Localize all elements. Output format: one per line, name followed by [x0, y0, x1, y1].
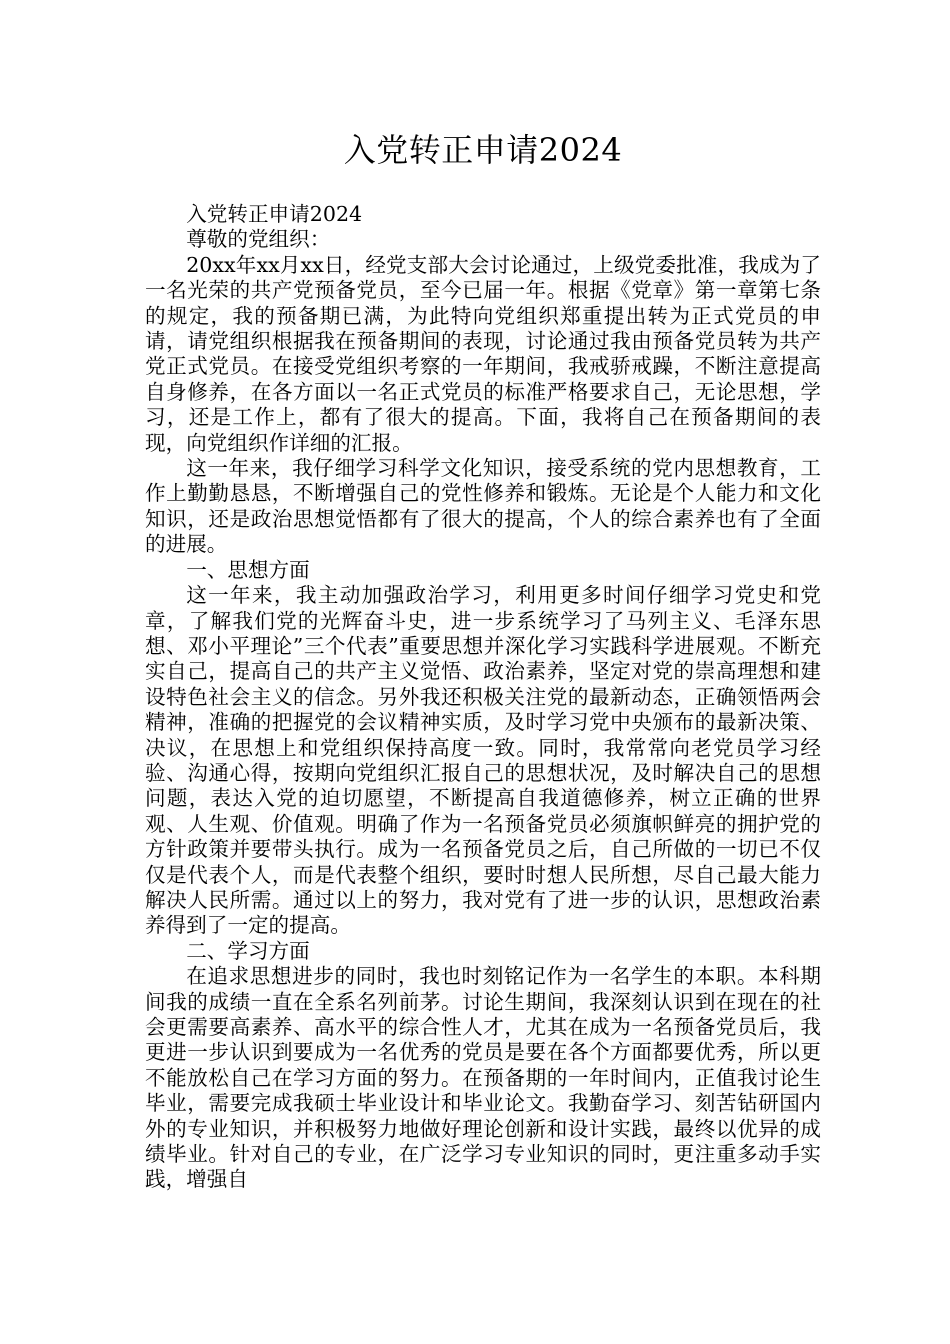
- document-page: [145, 128, 821, 1193]
- body-paragraph: 这一年来，我主动加强政治学习，利用更多时间仔细学习党史和党章，了解我们党的光辉奋斗史，进一步系统学习了马列主义、毛泽东思想、邓小平理论”三个代表”重要思想并深化学习实践科学进展观。不断充实自己，提高自己的共产主义觉悟、政治素养，坚定对党的崇高理想和建设特色社会主义的信念。另外我还积极关注党的最新动态，正确领悟两会精神，准确的把握党的会议精神实质，及时学习党中央颁布的最新决策、决议，在思想上和党组织保持高度一致。同时，我常常向老党员学习经验、沟通心得，按期向党组织汇报自己的思想状况，及时解决自己的思想问题，表达入党的迫切愿望，不断提高自我道德修养，树立正确的世界观、人生观、价值观。明确了作为一名预备党员必须旗帜鲜亮的拥护党的方针政策并要带头执行。成为一名预备党员之后，自己所做的一切已不仅仅是代表个人，而是代表整个组织，要时时想人民所想，尽自己最大能力解决人民所需。通过以上的努力，我对党有了进一步的认识，思想政治素养得到了一定的提高。: [145, 583, 821, 938]
- body-paragraph: 这一年来，我仔细学习科学文化知识，接受系统的党内思想教育，工作上勤勤恳恳，不断增强自己的党性修养和锻炼。无论是个人能力和文化知识，还是政治思想觉悟都有了很大的提高，个人的综合素养也有了全面的进展。: [145, 456, 821, 557]
- body-paragraph: 在追求思想进步的同时，我也时刻铭记作为一名学生的本职。本科期间我的成绩一直在全系名列前茅。讨论生期间，我深刻认识到在现在的社会更需要高素养、高水平的综合性人才，尤其在成为一名预备党员后，我更进一步认识到要成为一名优秀的党员是要在各个方面都要优秀，所以更不能放松自己在学习方面的努力。在预备期的一年时间内，正值我讨论生毕业，需要完成我硕士毕业设计和毕业论文。我勤奋学习、刻苦钻研国内外的专业知识，并积极努力地做好理论创新和设计实践，最终以优异的成绩毕业。针对自己的专业，在广泛学习专业知识的同时，更注重多动手实践，增强自: [145, 964, 821, 1192]
- body-paragraph: 20xx年xx月xx日，经党支部大会讨论通过，上级党委批准，我成为了一名光荣的共产党预备党员，至今已届一年。根据《党章》第一章第七条的规定，我的预备期已满，为此特向党组织郑重提出转为正式党员的申请，请党组织根据我在预备期间的表现，讨论通过我由预备党员转为共产党正式党员。在接受党组织考察的一年期间，我戒骄戒躁，不断注意提高自身修养，在各方面以一名正式党员的标准严格要求自己，无论思想，学习，还是工作上，都有了很大的提高。下面，我将自己在预备期间的表现，向党组织作详细的汇报。: [145, 252, 821, 455]
- salutation: 尊敬的党组织：: [186, 227, 331, 252]
- document-body: [145, 202, 821, 1193]
- document-title: 入党转正申请2024: [343, 131, 623, 169]
- section-heading: 二、学习方面: [186, 938, 310, 963]
- subtitle-line: 入党转正申请2024: [186, 202, 363, 226]
- section-heading: 一、思想方面: [186, 557, 310, 582]
